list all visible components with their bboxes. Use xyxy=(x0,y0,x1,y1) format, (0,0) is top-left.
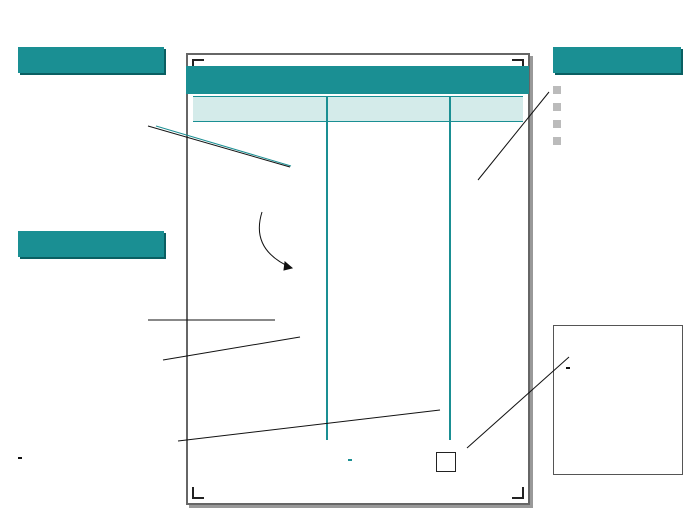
checkbox-x-icon xyxy=(348,459,352,461)
no-listening-footer xyxy=(260,450,440,464)
no-listening-checkbox[interactable] xyxy=(436,452,456,472)
